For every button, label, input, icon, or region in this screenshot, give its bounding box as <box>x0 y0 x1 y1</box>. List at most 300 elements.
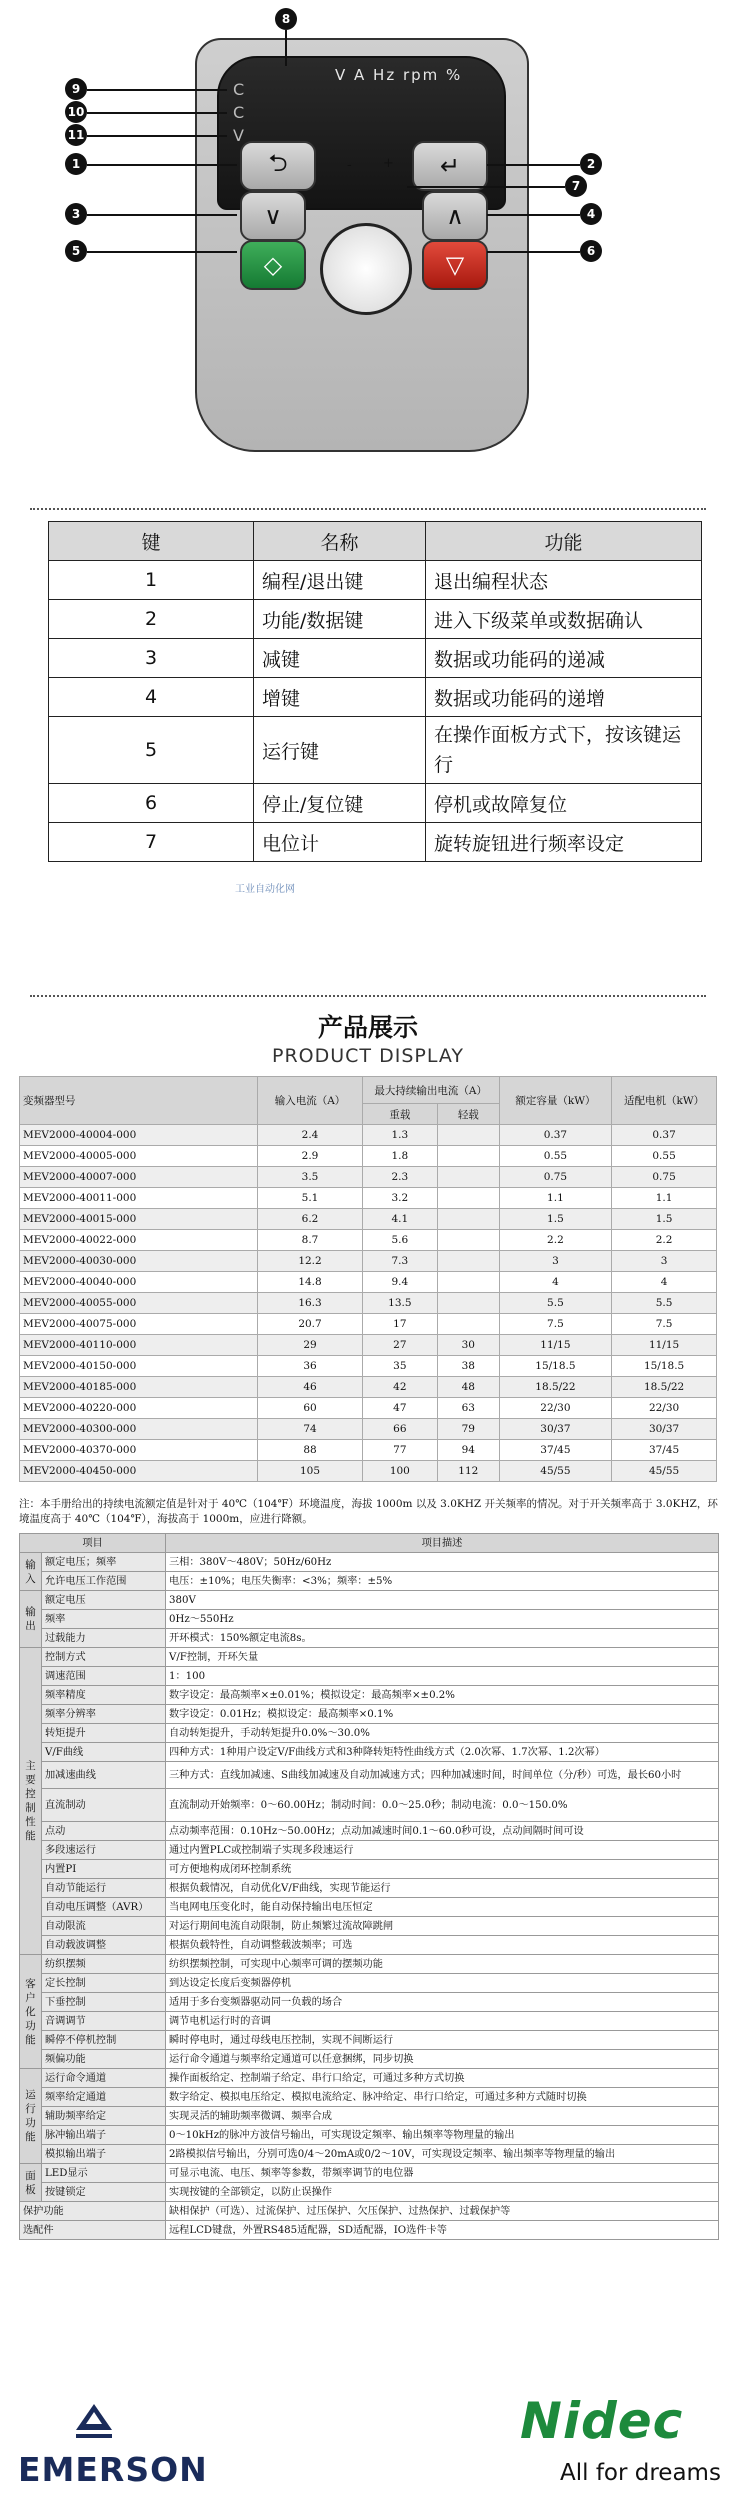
chevron-up-icon: ∧ <box>446 202 464 230</box>
description-cell: 根据负载特性，自动调整载波频率；可选 <box>166 1936 719 1955</box>
table-row <box>20 1188 717 1209</box>
key-number: 4 <box>49 678 254 717</box>
motor-cell: 7.5 <box>612 1314 717 1335</box>
motor-cell: 22/30 <box>612 1398 717 1419</box>
input-current-cell: 105 <box>258 1461 362 1482</box>
table-row <box>20 1955 719 1974</box>
item-cell: 运行命令通道 <box>42 2069 166 2088</box>
item-cell: 模拟输出端子 <box>42 2145 166 2164</box>
item-cell: 定长控制 <box>42 1974 166 1993</box>
table-header-row <box>49 522 702 561</box>
callout-line <box>487 251 580 253</box>
callout-line <box>87 251 237 253</box>
callout-7: 7 <box>565 175 587 197</box>
heavy-current-cell: 13.5 <box>362 1293 437 1314</box>
key-number: 2 <box>49 600 254 639</box>
description-cell: 调节电机运行时的音调 <box>166 2012 719 2031</box>
key-name: 编程/退出键 <box>254 561 426 600</box>
item-cell: 频率分辨率 <box>42 1705 166 1724</box>
light-current-cell <box>437 1125 499 1146</box>
item-cell: 自动节能运行 <box>42 1879 166 1898</box>
table-row <box>20 1860 719 1879</box>
callout-3: 3 <box>65 203 87 225</box>
table-row <box>20 1440 717 1461</box>
description-cell: 开环模式：150%额定电流8s。 <box>166 1629 719 1648</box>
item-cell: 转矩提升 <box>42 1724 166 1743</box>
key-function: 旋转旋钮进行频率设定 <box>426 823 702 862</box>
key-number: 6 <box>49 784 254 823</box>
description-cell: 0～10kHz的脉冲方波信号输出，可实现设定频率、输出频率等物理量的输出 <box>166 2126 719 2145</box>
light-current-cell: 112 <box>437 1461 499 1482</box>
capacity-cell: 30/37 <box>499 1419 612 1440</box>
light-current-cell <box>437 1209 499 1230</box>
description-cell: 操作面板给定、控制端子给定、串行口给定，可通过多种方式切换 <box>166 2069 719 2088</box>
description-cell: V/F控制，开环矢量 <box>166 1648 719 1667</box>
heavy-current-cell: 3.2 <box>362 1188 437 1209</box>
lcd-units: V A Hz rpm % <box>335 66 463 84</box>
item-cell: 自动载波调整 <box>42 1936 166 1955</box>
capacity-cell: 7.5 <box>499 1314 612 1335</box>
category-cell: 输出 <box>20 1591 42 1648</box>
description-cell: 可方便地构成闭环控制系统 <box>166 1860 719 1879</box>
model-cell: MEV2000-40030-000 <box>20 1251 258 1272</box>
item-cell: 调速范围 <box>42 1667 166 1686</box>
model-cell: MEV2000-40150-000 <box>20 1356 258 1377</box>
capacity-cell: 0.37 <box>499 1125 612 1146</box>
light-current-cell: 63 <box>437 1398 499 1419</box>
motor-cell: 18.5/22 <box>612 1377 717 1398</box>
item-cell: 过载能力 <box>42 1629 166 1648</box>
light-current-cell: 30 <box>437 1335 499 1356</box>
model-cell: MEV2000-40450-000 <box>20 1461 258 1482</box>
table-row <box>20 1879 719 1898</box>
model-spec-table <box>19 1076 717 1482</box>
enter-arrow-icon: ↵ <box>439 152 461 180</box>
header-name: 名称 <box>254 522 426 561</box>
motor-cell: 11/15 <box>612 1335 717 1356</box>
description-cell: 三种方式：直线加减速、S曲线加减速及自动加减速方式；四种加减速时间，时间单位（分/秒）可选，最长60小时 <box>166 1762 719 1789</box>
motor-cell: 30/37 <box>612 1419 717 1440</box>
light-current-cell: 38 <box>437 1356 499 1377</box>
description-cell: 适用于多台变频器驱动同一负载的场合 <box>166 1993 719 2012</box>
key-name: 停止/复位键 <box>254 784 426 823</box>
key-name: 减键 <box>254 639 426 678</box>
table-header-row <box>20 1077 717 1104</box>
description-cell: 直流制动开始频率：0～60.00Hz；制动时间：0.0～25.0秒；制动电流：0.0～150.0% <box>166 1789 719 1822</box>
chevron-down-icon: ∨ <box>264 202 282 230</box>
table-row <box>20 1667 719 1686</box>
item-cell: 辅助频率给定 <box>42 2107 166 2126</box>
description-cell: 1：100 <box>166 1667 719 1686</box>
table-row <box>20 1974 719 1993</box>
model-cell: MEV2000-40015-000 <box>20 1209 258 1230</box>
motor-cell: 1.1 <box>612 1188 717 1209</box>
key-function: 在操作面板方式下，按该键运行 <box>426 717 702 784</box>
header-capacity: 额定容量（kW） <box>499 1077 612 1125</box>
description-cell: 四种方式：1种用户设定V/F曲线方式和3种降转矩特性曲线方式（2.0次幂、1.7次幂、1.2次幂） <box>166 1743 719 1762</box>
input-current-cell: 20.7 <box>258 1314 362 1335</box>
callout-5: 5 <box>65 240 87 262</box>
description-cell: 运行命令通道与频率给定通道可以任意捆绑，同步切换 <box>166 2050 719 2069</box>
description-cell: 通过内置PLC或控制端子实现多段速运行 <box>166 1841 719 1860</box>
item-cell: 音调调节 <box>42 2012 166 2031</box>
table-row <box>20 1789 719 1822</box>
table-row <box>20 1591 719 1610</box>
item-cell: 多段速运行 <box>42 1841 166 1860</box>
callout-11: 11 <box>65 124 87 146</box>
table-row <box>20 2221 719 2240</box>
table-row <box>20 2145 719 2164</box>
header-output-current: 最大持续输出电流（A） <box>362 1077 499 1104</box>
table-row <box>20 1125 717 1146</box>
key-number: 1 <box>49 561 254 600</box>
description-cell: 对运行期间电流自动限制，防止频繁过流故障跳闸 <box>166 1917 719 1936</box>
watermark: 工业自动化网 <box>235 884 295 895</box>
capacity-cell: 5.5 <box>499 1293 612 1314</box>
technical-spec-table <box>19 1533 719 2240</box>
model-cell: MEV2000-40007-000 <box>20 1167 258 1188</box>
callout-line <box>87 135 227 137</box>
callout-line <box>87 214 237 216</box>
table-row <box>49 639 702 678</box>
stop-key[interactable] <box>422 240 488 290</box>
table-row <box>20 1686 719 1705</box>
knob-minus-label: - <box>347 158 352 173</box>
slogan: All for dreams <box>560 2460 721 2486</box>
heavy-current-cell: 2.3 <box>362 1167 437 1188</box>
table-row <box>20 1209 717 1230</box>
table-row <box>49 823 702 862</box>
table-row <box>20 2069 719 2088</box>
description-cell: 自动转矩提升，手动转矩提升0.0%～30.0% <box>166 1724 719 1743</box>
input-current-cell: 88 <box>258 1440 362 1461</box>
capacity-cell: 2.2 <box>499 1230 612 1251</box>
light-current-cell <box>437 1230 499 1251</box>
item-cell: 允许电压工作范围 <box>42 1572 166 1591</box>
model-cell: MEV2000-40075-000 <box>20 1314 258 1335</box>
key-name: 增键 <box>254 678 426 717</box>
light-current-cell: 48 <box>437 1377 499 1398</box>
header-key: 键 <box>49 522 254 561</box>
description-cell: 可显示电流、电压、频率等参数，带频率调节的电位器 <box>166 2164 719 2183</box>
motor-cell: 5.5 <box>612 1293 717 1314</box>
emerson-logo-icon <box>72 2400 116 2440</box>
capacity-cell: 3 <box>499 1251 612 1272</box>
table-row <box>20 1553 719 1572</box>
callout-line <box>285 30 287 66</box>
table-row <box>20 1461 717 1482</box>
heavy-current-cell: 35 <box>362 1356 437 1377</box>
category-cell: 客户化功能 <box>20 1955 42 2069</box>
item-cell: LED显示 <box>42 2164 166 2183</box>
divider <box>30 995 706 997</box>
key-number: 3 <box>49 639 254 678</box>
item-cell: V/F曲线 <box>42 1743 166 1762</box>
table-row <box>20 1822 719 1841</box>
heavy-current-cell: 100 <box>362 1461 437 1482</box>
input-current-cell: 14.8 <box>258 1272 362 1293</box>
model-cell: MEV2000-40004-000 <box>20 1125 258 1146</box>
input-current-cell: 8.7 <box>258 1230 362 1251</box>
header-description: 项目描述 <box>166 1534 719 1553</box>
description-cell: 数字设定：0.01Hz；模拟设定：最高频率×0.1% <box>166 1705 719 1724</box>
table-row <box>20 2107 719 2126</box>
capacity-cell: 15/18.5 <box>499 1356 612 1377</box>
input-current-cell: 74 <box>258 1419 362 1440</box>
table-row <box>20 1314 717 1335</box>
motor-cell: 45/55 <box>612 1461 717 1482</box>
input-current-cell: 36 <box>258 1356 362 1377</box>
input-current-cell: 46 <box>258 1377 362 1398</box>
down-key[interactable] <box>240 191 306 241</box>
heavy-current-cell: 9.4 <box>362 1272 437 1293</box>
heavy-current-cell: 77 <box>362 1440 437 1461</box>
capacity-cell: 1.1 <box>499 1188 612 1209</box>
back-key[interactable] <box>240 141 316 191</box>
capacity-cell: 0.55 <box>499 1146 612 1167</box>
run-key[interactable] <box>240 240 306 290</box>
table-row <box>20 1743 719 1762</box>
callout-9: 9 <box>65 78 87 100</box>
key-function: 数据或功能码的递增 <box>426 678 702 717</box>
nidec-logo: Nidec <box>520 2392 684 2450</box>
input-current-cell: 2.9 <box>258 1146 362 1167</box>
heavy-current-cell: 7.3 <box>362 1251 437 1272</box>
callout-2: 2 <box>580 153 602 175</box>
category-cell: 运行功能 <box>20 2069 42 2164</box>
table-header-row <box>20 1534 719 1553</box>
header-motor: 适配电机（kW） <box>612 1077 717 1125</box>
table-row <box>20 1377 717 1398</box>
category-cell: 输入 <box>20 1553 42 1591</box>
input-current-cell: 6.2 <box>258 1209 362 1230</box>
table-row <box>20 2126 719 2145</box>
motor-cell: 37/45 <box>612 1440 717 1461</box>
key-number: 7 <box>49 823 254 862</box>
up-key[interactable] <box>422 191 488 241</box>
knob-plus-label: + <box>383 156 394 171</box>
led-indicator-9: C <box>233 80 245 99</box>
input-current-cell: 12.2 <box>258 1251 362 1272</box>
key-name: 运行键 <box>254 717 426 784</box>
input-current-cell: 16.3 <box>258 1293 362 1314</box>
keypad-illustration <box>67 8 605 460</box>
description-cell: 数字给定、模拟电压给定、模拟电流给定、脉冲给定、串行口给定，可通过多种方式随时切换 <box>166 2088 719 2107</box>
motor-cell: 1.5 <box>612 1209 717 1230</box>
model-cell: MEV2000-40011-000 <box>20 1188 258 1209</box>
table-row <box>49 678 702 717</box>
enter-key[interactable] <box>412 141 488 191</box>
header-item: 项目 <box>20 1534 166 1553</box>
capacity-cell: 37/45 <box>499 1440 612 1461</box>
header-light: 轻载 <box>437 1104 499 1125</box>
protection-label: 保护功能 <box>20 2202 166 2221</box>
stop-icon: ▽ <box>445 251 465 279</box>
capacity-cell: 11/15 <box>499 1335 612 1356</box>
key-function: 数据或功能码的递减 <box>426 639 702 678</box>
callout-6: 6 <box>580 240 602 262</box>
light-current-cell <box>437 1293 499 1314</box>
capacity-cell: 0.75 <box>499 1167 612 1188</box>
item-cell: 额定电压；频率 <box>42 1553 166 1572</box>
table-row <box>20 1724 719 1743</box>
item-cell: 自动限流 <box>42 1917 166 1936</box>
heavy-current-cell: 66 <box>362 1419 437 1440</box>
item-cell: 频偏功能 <box>42 2050 166 2069</box>
key-name: 功能/数据键 <box>254 600 426 639</box>
description-cell: 瞬时停电时，通过母线电压控制，实现不间断运行 <box>166 2031 719 2050</box>
input-current-cell: 2.4 <box>258 1125 362 1146</box>
led-indicator-11: V <box>233 126 244 145</box>
description-cell: 电压：±10%；电压失衡率：<3%；频率：±5% <box>166 1572 719 1591</box>
description-cell: 当电网电压变化时，能自动保持输出电压恒定 <box>166 1898 719 1917</box>
description-cell: 根据负载情况，自动优化V/F曲线，实现节能运行 <box>166 1879 719 1898</box>
table-row <box>20 1146 717 1167</box>
model-cell: MEV2000-40005-000 <box>20 1146 258 1167</box>
table-row <box>49 784 702 823</box>
item-cell: 按键锁定 <box>42 2183 166 2202</box>
callout-line <box>87 112 227 114</box>
table-row <box>20 1572 719 1591</box>
table-row <box>20 1167 717 1188</box>
item-cell: 下垂控制 <box>42 1993 166 2012</box>
motor-cell: 3 <box>612 1251 717 1272</box>
capacity-cell: 45/55 <box>499 1461 612 1482</box>
callout-line <box>407 186 565 188</box>
category-cell: 主要控制性能 <box>20 1648 42 1955</box>
motor-cell: 0.75 <box>612 1167 717 1188</box>
motor-cell: 0.55 <box>612 1146 717 1167</box>
callout-4: 4 <box>580 203 602 225</box>
capacity-cell: 22/30 <box>499 1398 612 1419</box>
key-name: 电位计 <box>254 823 426 862</box>
rating-note: 注：本手册给出的持续电流额定值是针对于 40℃（104℉）环境温度，海拔 1000m 以及 3.0KHZ 开关频率的情况。对于开关频率高于 3.0KHZ，环境温度高于 40℃（104℉），海拔高于 1000m，应进行降额。 <box>19 1498 718 1525</box>
header-input-current: 输入电流（A） <box>258 1077 362 1125</box>
table-row <box>20 2164 719 2183</box>
key-function: 退出编程状态 <box>426 561 702 600</box>
heavy-current-cell: 5.6 <box>362 1230 437 1251</box>
table-row <box>49 600 702 639</box>
light-current-cell <box>437 1314 499 1335</box>
table-row <box>20 1398 717 1419</box>
item-cell: 点动 <box>42 1822 166 1841</box>
table-row <box>20 1841 719 1860</box>
run-icon: ◇ <box>263 251 283 279</box>
heavy-current-cell: 17 <box>362 1314 437 1335</box>
table-row <box>20 1272 717 1293</box>
item-cell: 控制方式 <box>42 1648 166 1667</box>
section-subtitle: PRODUCT DISPLAY <box>272 1045 464 1067</box>
table-row <box>20 1419 717 1440</box>
item-cell: 额定电压 <box>42 1591 166 1610</box>
capacity-cell: 1.5 <box>499 1209 612 1230</box>
description-cell: 2路模拟信号输出，分别可选0/4～20mA或0/2～10V，可实现设定频率、输出频率等物理量的输出 <box>166 2145 719 2164</box>
description-cell: 纺织摆频控制，可实现中心频率可调的摆频功能 <box>166 1955 719 1974</box>
input-current-cell: 3.5 <box>258 1167 362 1188</box>
table-row <box>20 1629 719 1648</box>
table-row <box>20 1356 717 1377</box>
heavy-current-cell: 1.8 <box>362 1146 437 1167</box>
key-number: 5 <box>49 717 254 784</box>
item-cell: 内置PI <box>42 1860 166 1879</box>
input-current-cell: 60 <box>258 1398 362 1419</box>
header-model: 变频器型号 <box>20 1077 258 1125</box>
table-row <box>20 1936 719 1955</box>
model-cell: MEV2000-40040-000 <box>20 1272 258 1293</box>
table-row <box>20 2050 719 2069</box>
back-arrow-icon: ⮌ <box>268 148 288 177</box>
table-row <box>20 1610 719 1629</box>
key-function: 停机或故障复位 <box>426 784 702 823</box>
light-current-cell <box>437 1251 499 1272</box>
model-cell: MEV2000-40185-000 <box>20 1377 258 1398</box>
item-cell: 加减速曲线 <box>42 1762 166 1789</box>
divider <box>30 508 706 510</box>
accessory-label: 选配件 <box>20 2221 166 2240</box>
light-current-cell: 94 <box>437 1440 499 1461</box>
light-current-cell: 79 <box>437 1419 499 1440</box>
table-row <box>20 1251 717 1272</box>
table-row <box>20 1648 719 1667</box>
table-row <box>20 1993 719 2012</box>
description-cell: 实现按键的全部锁定，以防止误操作 <box>166 2183 719 2202</box>
input-current-cell: 29 <box>258 1335 362 1356</box>
table-row <box>20 1230 717 1251</box>
accessory-value: 远程LCD键盘，外置RS485适配器，SD适配器，IO选件卡等 <box>166 2221 719 2240</box>
description-cell: 380V <box>166 1591 719 1610</box>
light-current-cell <box>437 1167 499 1188</box>
table-row <box>20 2088 719 2107</box>
description-cell: 数字设定：最高频率×±0.01%；模拟设定：最高频率×±0.2% <box>166 1686 719 1705</box>
section-title: 产品展示 <box>317 1013 418 1042</box>
category-cell: 面板 <box>20 2164 42 2202</box>
table-row <box>20 1898 719 1917</box>
table-row <box>20 1335 717 1356</box>
callout-1: 1 <box>65 153 87 175</box>
input-current-cell: 5.1 <box>258 1188 362 1209</box>
heavy-current-cell: 42 <box>362 1377 437 1398</box>
header-function: 功能 <box>426 522 702 561</box>
heavy-current-cell: 47 <box>362 1398 437 1419</box>
light-current-cell <box>437 1146 499 1167</box>
item-cell: 频率给定通道 <box>42 2088 166 2107</box>
item-cell: 频率精度 <box>42 1686 166 1705</box>
table-row <box>20 2012 719 2031</box>
table-row <box>20 1293 717 1314</box>
table-row <box>20 2183 719 2202</box>
item-cell: 自动电压调整（AVR） <box>42 1898 166 1917</box>
motor-cell: 4 <box>612 1272 717 1293</box>
callout-line <box>87 89 227 91</box>
item-cell: 频率 <box>42 1610 166 1629</box>
potentiometer-knob[interactable] <box>320 223 412 315</box>
model-cell: MEV2000-40055-000 <box>20 1293 258 1314</box>
item-cell: 脉冲输出端子 <box>42 2126 166 2145</box>
light-current-cell <box>437 1188 499 1209</box>
heavy-current-cell: 4.1 <box>362 1209 437 1230</box>
key-function: 进入下级菜单或数据确认 <box>426 600 702 639</box>
callout-line <box>487 214 580 216</box>
description-cell: 0Hz～550Hz <box>166 1610 719 1629</box>
callout-10: 10 <box>65 101 87 123</box>
table-row <box>20 2202 719 2221</box>
model-cell: MEV2000-40370-000 <box>20 1440 258 1461</box>
heavy-current-cell: 27 <box>362 1335 437 1356</box>
capacity-cell: 18.5/22 <box>499 1377 612 1398</box>
led-indicator-10: C <box>233 103 245 122</box>
item-cell: 直流制动 <box>42 1789 166 1822</box>
table-row <box>20 2031 719 2050</box>
